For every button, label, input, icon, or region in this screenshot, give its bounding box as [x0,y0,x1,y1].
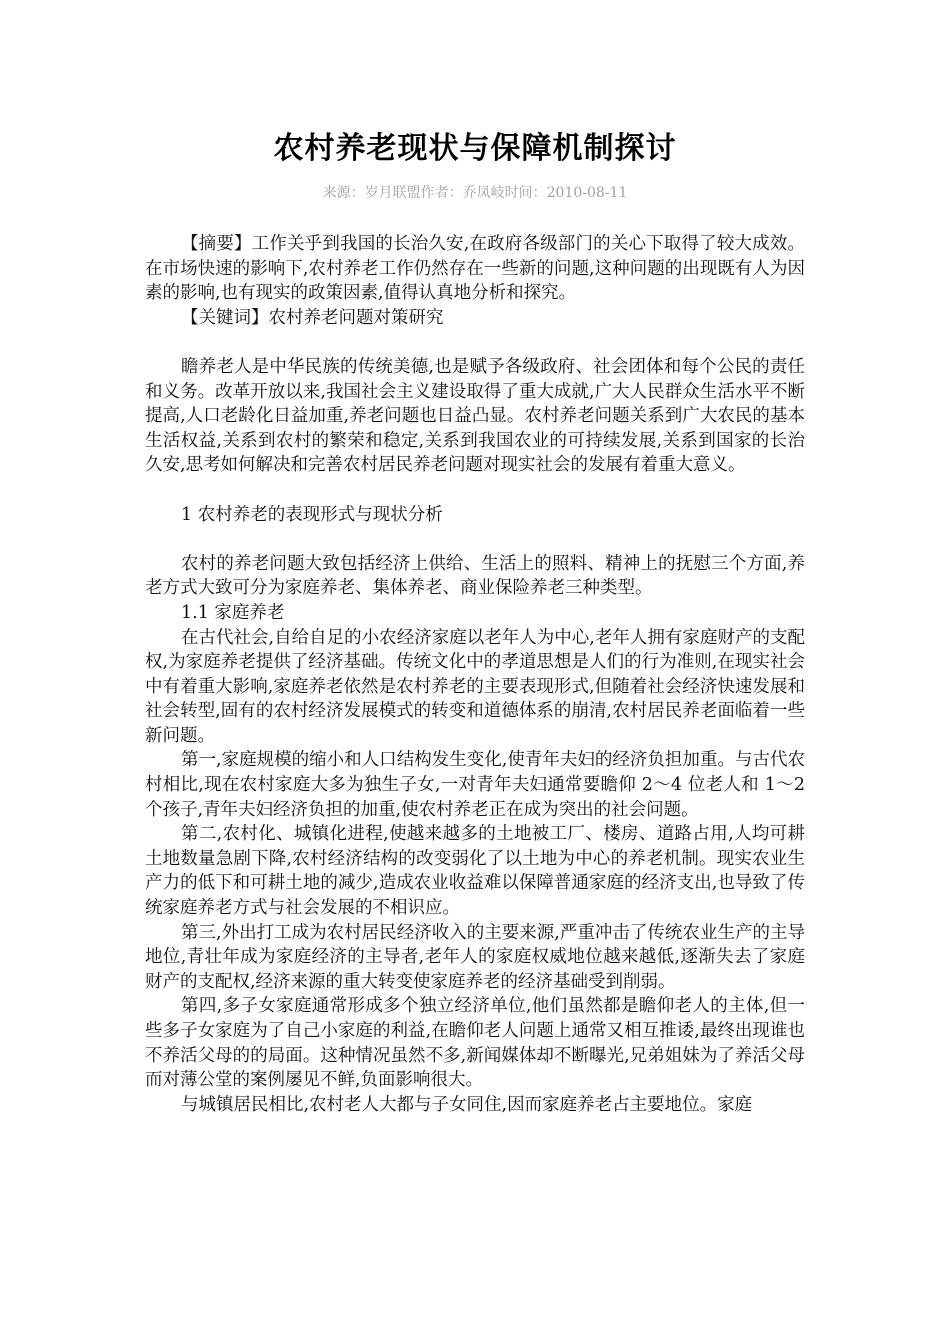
paragraph: 与城镇居民相比,农村老人大都与子女同住,因而家庭养老占主要地位。家庭 [181,1094,753,1115]
blank-line [145,527,805,552]
document-title: 农村养老现状与保障机制探讨 [273,131,677,166]
paragraph: 第四,多子女家庭通常形成多个独立经济单位,他们虽然都是瞻仰老人的主体,但一些多子女家庭为了自己小家庭的利益,在瞻仰老人问题上通常又相互推诿,最终出现谁也不养活父母的的局面。这种情况虽然不多,新闻媒体却不断曝光,兄弟姐妹为了养活父母而对薄公堂的案例屡见不鲜,负面影响很大。 [145,996,805,1091]
document-meta: 来源：岁月联盟作者：乔凤岐时间：2010-08-11 [322,185,628,201]
document-body [145,232,805,1117]
blank-line [145,330,805,355]
paragraph: 在古代社会,自给自足的小农经济家庭以老年人为中心,老年人拥有家庭财产的支配权,为家庭养老提供了经济基础。传统文化中的孝道思想是人们的行为准则,在现实社会中有着重大影响,家庭养老依然是农村养老的主要表现形式,但随着社会经济快速发展和社会转型,固有的农村经济发展模式的转变和道德体系的崩清,农村居民养老面临着一些新问题。 [145,627,805,746]
paragraph: 【摘要】工作关乎到我国的长治久安,在政府各级部门的关心下取得了较大成效。在市场快速的影响下,农村养老工作仍然存在一些新的问题,这种问题的出现既有人为因素的影响,也有现实的政策因素,值得认真地分析和探究。 [145,234,805,304]
paragraph: 1.1 家庭养老 [181,602,285,623]
paragraph: 第二,农村化、城镇化进程,使越来越多的土地被工厂、楼房、道路占用,人均可耕土地数量急剧下降,农村经济结构的改变弱化了以土地为中心的养老机制。现实农业生产力的低下和可耕土地的减少,造成农业收益难以保障普通家庭的经济支出,也导致了传统家庭养老方式与社会发展的不相识应。 [145,824,805,919]
paragraph: 农村的养老问题大致包括经济上供给、生活上的照料、精神上的抚慰三个方面,养老方式大致可分为家庭养老、集体养老、商业保险养老三种类型。 [145,553,805,599]
paragraph: 【关键词】农村养老问题对策研究 [181,307,444,328]
blank-line [145,478,805,503]
paragraph: 1 农村养老的表现形式与现状分析 [181,504,443,525]
paragraph: 第三,外出打工成为农村居民经济收入的主要来源,严重冲击了传统农业生产的主导地位,青壮年成为家庭经济的主导者,老年人的家庭权威地位越来越低,逐渐失去了家庭财产的支配权,经济来源的重大转变使家庭养老的经济基础受到削弱。 [145,922,805,992]
paragraph: 第一,家庭规模的缩小和人口结构发生变化,使青年夫妇的经济负担加重。与古代农村相比,现在农村家庭大多为独生子女,一对青年夫妇通常要瞻仰 2～4 位老人和 1～2 个孩子,青年夫妇经济负担的加重,使农村养老正在成为突出的社会问题。 [145,750,805,820]
paragraph: 瞻养老人是中华民族的传统美德,也是赋予各级政府、社会团体和每个公民的责任和义务。改革开放以来,我国社会主义建设取得了重大成就,广大人民群众生活水平不断提高,人口老龄化日益加重,养老问题也日益凸显。农村养老问题关系到广大农民的基本生活权益,关系到农村的繁荣和稳定,关系到我国农业的可持续发展,关系到国家的长治久安,思考如何解决和完善农村居民养老问题对现实社会的发展有着重大意义。 [145,356,805,476]
